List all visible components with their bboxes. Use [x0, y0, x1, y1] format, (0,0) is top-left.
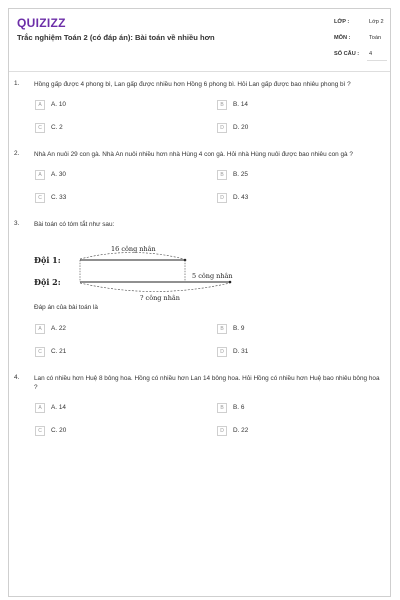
option-letter-box[interactable]: B	[217, 100, 227, 110]
option-text: B. 14	[233, 101, 248, 108]
question-number: 1.	[14, 80, 20, 87]
option-text: C. 20	[51, 427, 67, 434]
question-number: 2.	[14, 150, 20, 157]
option-text: C. 2	[51, 124, 63, 131]
option-letter-box[interactable]: C	[35, 347, 45, 357]
option-letter-box[interactable]: C	[35, 426, 45, 436]
quizizz-logo: QUIZIZZ	[17, 16, 66, 30]
team2-brace	[80, 283, 230, 292]
option-letter-box[interactable]: D	[217, 347, 227, 357]
question-number: 4.	[14, 374, 20, 381]
meta-label-subject: MÔN :	[334, 35, 351, 41]
option-letter-box[interactable]: A	[35, 170, 45, 180]
question-text: Hồng gấp được 4 phong bì, Lan gấp được nhiều hơn Hồng 6 phong bì. Hỏi Lan gấp được bao nhiêu phong bì ?	[34, 81, 351, 88]
option-letter-box[interactable]: B	[217, 403, 227, 413]
team2-count-label: ? công nhân	[140, 294, 180, 302]
team1-count-label: 16 công nhân	[111, 245, 156, 253]
question-text: Bài toán có tóm tắt như sau:	[34, 221, 115, 228]
meta-label-grade: LỚP :	[334, 19, 350, 25]
team1-label: Đội 1:	[34, 255, 61, 265]
option-letter-box[interactable]: D	[217, 193, 227, 203]
option-text: D. 31	[233, 348, 249, 355]
option-text: B. 6	[233, 404, 245, 411]
summary-diagram	[34, 242, 244, 304]
meta-value-count: 4	[369, 51, 373, 57]
option-text: A. 30	[51, 171, 66, 178]
option-text: A. 10	[51, 101, 66, 108]
question-number: 3.	[14, 220, 20, 227]
meta-underline	[367, 60, 387, 61]
option-text: D. 22	[233, 427, 249, 434]
meta-row-count	[334, 51, 389, 67]
question-text: Nhà An nuôi 29 con gà. Nhà An nuôi nhiều hơn nhà Hùng 4 con gà. Hỏi nhà Hùng nuôi được bao nhiêu con gà ?	[34, 151, 353, 158]
question-text: Lan có nhiều hơn Huệ 8 bông hoa. Hồng có nhiều hơn Lan 14 bông hoa. Hỏi Hồng có nhiều hơn Huệ bao nhiêu bông hoa ?	[34, 375, 380, 391]
option-text: B. 25	[233, 171, 248, 178]
meta-info	[334, 19, 389, 67]
option-letter-box[interactable]: C	[35, 123, 45, 133]
option-letter-box[interactable]: A	[35, 324, 45, 334]
meta-label-count: SỐ CÂU :	[334, 51, 360, 57]
option-text: B. 9	[233, 325, 245, 332]
option-text: A. 22	[51, 325, 66, 332]
option-letter-box[interactable]: B	[217, 324, 227, 334]
option-text: A. 14	[51, 404, 66, 411]
meta-row-grade	[334, 19, 389, 35]
meta-value-subject: Toán	[369, 35, 382, 41]
meta-value-grade: Lớp 2	[369, 19, 384, 25]
option-text: C. 33	[51, 194, 67, 201]
team2-label: Đội 2:	[34, 277, 61, 287]
worksheet-page	[8, 8, 391, 597]
option-text: D. 43	[233, 194, 249, 201]
difference-label: 5 công nhân	[192, 272, 233, 280]
worksheet-title: Trắc nghiệm Toán 2 (có đáp án): Bài toán về nhiều hơn	[17, 33, 215, 42]
option-letter-box[interactable]: C	[35, 193, 45, 203]
option-letter-box[interactable]: A	[35, 100, 45, 110]
option-letter-box[interactable]: B	[217, 170, 227, 180]
option-letter-box[interactable]: D	[217, 123, 227, 133]
team1-brace	[80, 253, 184, 260]
option-letter-box[interactable]: A	[35, 403, 45, 413]
option-letter-box[interactable]: D	[217, 426, 227, 436]
header-divider	[9, 71, 390, 72]
team2-endpoint	[229, 281, 232, 284]
option-text: D. 20	[233, 124, 249, 131]
option-text: C. 21	[51, 348, 67, 355]
question-subtext: Đáp án của bài toán là	[34, 304, 98, 311]
meta-row-subject	[334, 35, 389, 51]
worksheet-header	[9, 9, 390, 71]
